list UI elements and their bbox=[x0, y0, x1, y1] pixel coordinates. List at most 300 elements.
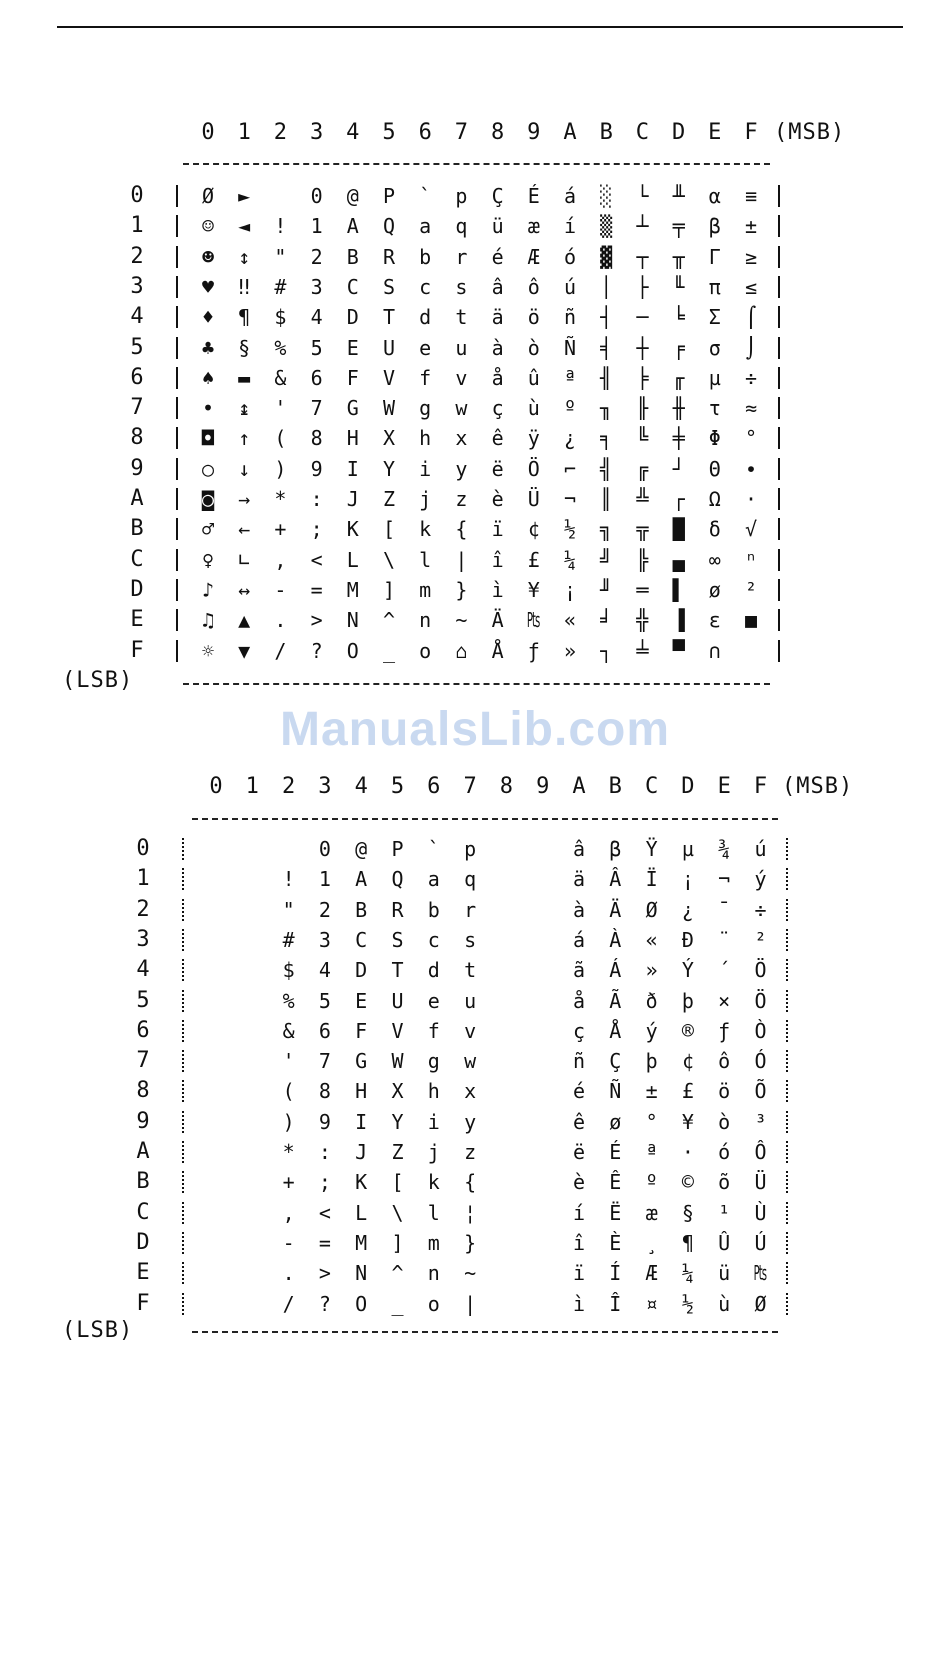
char-cell: ° bbox=[744, 426, 758, 451]
char-cell: ╜ bbox=[600, 577, 613, 602]
char-cell: ▀ bbox=[672, 638, 685, 663]
char-cell: ↑ bbox=[238, 426, 251, 451]
char-cell: § bbox=[238, 335, 251, 360]
char-cell: _ bbox=[391, 1291, 404, 1316]
char-cell: Ñ bbox=[609, 1079, 622, 1104]
char-cell: p bbox=[464, 837, 477, 861]
char-cell: ╬ bbox=[636, 608, 649, 633]
char-cell: ┬ bbox=[636, 244, 649, 269]
char-cell: h bbox=[427, 1079, 440, 1104]
char-cell: ► bbox=[238, 184, 251, 208]
char-cell: s bbox=[455, 274, 468, 299]
row-header: 0 bbox=[136, 836, 150, 861]
column-header: B bbox=[599, 120, 613, 145]
char-cell: r bbox=[455, 244, 468, 269]
char-cell: { bbox=[464, 1170, 477, 1195]
char-cell: Ø bbox=[645, 897, 658, 922]
right-border-segment bbox=[778, 640, 780, 662]
char-cell: P bbox=[391, 837, 404, 861]
row-header: F bbox=[136, 1290, 150, 1316]
char-cell: ¢ bbox=[527, 517, 540, 542]
left-border-segment bbox=[176, 488, 178, 510]
char-cell: Ý bbox=[681, 958, 694, 983]
char-cell: a bbox=[419, 214, 432, 239]
right-border-segment bbox=[786, 1262, 788, 1284]
left-border-segment bbox=[182, 868, 184, 890]
char-cell: ▼ bbox=[238, 638, 251, 663]
char-cell: ³ bbox=[754, 1109, 767, 1134]
char-cell: ù bbox=[718, 1291, 731, 1316]
char-cell: 5 bbox=[310, 335, 323, 360]
char-cell: ╗ bbox=[600, 517, 613, 542]
char-cell: Å bbox=[609, 1018, 622, 1043]
char-cell: ₧ bbox=[754, 1261, 767, 1286]
char-cell: - bbox=[282, 1230, 295, 1255]
char-cell: β bbox=[708, 214, 721, 239]
right-border-segment bbox=[778, 276, 780, 298]
char-cell: Ï bbox=[645, 867, 658, 892]
char-cell: " bbox=[282, 897, 295, 922]
char-cell: % bbox=[282, 988, 295, 1013]
char-cell: « bbox=[563, 608, 577, 633]
char-cell: ä bbox=[491, 305, 504, 330]
char-cell: ´ bbox=[718, 958, 731, 983]
char-cell: ░ bbox=[600, 184, 613, 208]
char-cell: , bbox=[282, 1200, 295, 1225]
char-cell: / bbox=[274, 638, 287, 663]
row-header: 6 bbox=[130, 364, 144, 390]
char-cell: ⌐ bbox=[563, 456, 577, 481]
column-header: E bbox=[708, 120, 722, 145]
char-cell: £ bbox=[681, 1079, 694, 1104]
char-cell: Û bbox=[718, 1230, 731, 1255]
char-cell: z bbox=[455, 487, 468, 511]
char-cell: ╦ bbox=[636, 517, 649, 542]
char-cell: o bbox=[419, 638, 432, 663]
char-cell: ♦ bbox=[201, 305, 215, 330]
char-cell: ∟ bbox=[238, 547, 251, 572]
char-cell: ( bbox=[282, 1079, 295, 1104]
char-cell: v bbox=[455, 365, 468, 390]
left-border-segment bbox=[176, 609, 178, 631]
char-cell: ∙ bbox=[744, 456, 758, 481]
char-cell: c bbox=[427, 927, 440, 952]
char-cell: ╔ bbox=[636, 456, 649, 481]
right-border-segment bbox=[786, 838, 788, 860]
msb-label: (MSB) bbox=[782, 774, 854, 799]
char-cell: É bbox=[609, 1140, 622, 1164]
left-border-segment bbox=[176, 185, 178, 207]
char-cell: ═ bbox=[636, 577, 649, 602]
char-cell: 3 bbox=[310, 274, 323, 299]
row-header: 8 bbox=[130, 425, 144, 451]
char-cell: K bbox=[346, 517, 359, 542]
char-cell: Ë bbox=[609, 1200, 622, 1225]
row-header: 1 bbox=[130, 213, 144, 239]
column-header: 6 bbox=[427, 774, 441, 799]
char-cell: T bbox=[391, 958, 404, 983]
top-dashed-border bbox=[192, 818, 778, 820]
char-cell: ╒ bbox=[672, 335, 685, 360]
row-header: A bbox=[130, 486, 144, 511]
char-cell: Ø bbox=[754, 1291, 767, 1316]
char-cell: I bbox=[355, 1109, 368, 1134]
char-cell: ) bbox=[274, 456, 287, 481]
right-border-segment bbox=[786, 1232, 788, 1254]
char-cell: ─ bbox=[636, 305, 649, 330]
column-header: D bbox=[671, 120, 686, 145]
char-cell: Ü bbox=[754, 1170, 767, 1195]
char-cell: ý bbox=[645, 1018, 658, 1043]
row-header: C bbox=[130, 546, 144, 572]
char-cell: É bbox=[527, 184, 540, 208]
left-border-segment bbox=[182, 929, 184, 951]
left-border-segment bbox=[182, 1202, 184, 1224]
char-cell: ╝ bbox=[600, 547, 613, 572]
char-cell: ♀ bbox=[201, 547, 215, 572]
char-cell: ú bbox=[563, 274, 577, 299]
char-cell: à bbox=[491, 335, 504, 360]
char-cell: ½ bbox=[563, 517, 577, 542]
row-header: E bbox=[136, 1260, 150, 1286]
row-header: 3 bbox=[130, 273, 144, 299]
char-cell: 5 bbox=[318, 988, 331, 1013]
char-cell: > bbox=[318, 1261, 331, 1286]
char-cell: J bbox=[355, 1140, 368, 1164]
char-cell: h bbox=[419, 426, 432, 451]
char-cell: F bbox=[355, 1018, 368, 1043]
char-cell: ¿ bbox=[681, 897, 694, 922]
char-cell: þ bbox=[681, 988, 694, 1013]
right-border-segment bbox=[786, 1020, 788, 1042]
char-cell: % bbox=[274, 335, 287, 360]
column-header: 4 bbox=[354, 774, 368, 799]
char-cell: Ñ bbox=[563, 335, 577, 360]
char-cell: ð bbox=[645, 988, 658, 1013]
char-cell: ¿ bbox=[563, 426, 577, 451]
char-cell: & bbox=[274, 365, 287, 390]
char-cell: Ò bbox=[754, 1018, 767, 1043]
char-cell: ▒ bbox=[600, 214, 613, 239]
char-cell: . bbox=[282, 1261, 295, 1286]
char-cell: B bbox=[355, 897, 368, 922]
char-cell: $ bbox=[274, 305, 287, 330]
column-header: 5 bbox=[390, 774, 405, 799]
char-cell: ¹ bbox=[718, 1200, 731, 1225]
char-cell: ö bbox=[718, 1079, 731, 1104]
char-cell: + bbox=[274, 517, 287, 542]
right-border-segment bbox=[778, 185, 780, 207]
char-cell: l bbox=[419, 547, 432, 572]
char-cell: ¯ bbox=[718, 897, 731, 922]
char-cell: i bbox=[419, 456, 432, 481]
char-cell: F bbox=[346, 365, 359, 390]
right-border-segment bbox=[778, 458, 780, 480]
char-cell: ╠ bbox=[636, 547, 649, 572]
char-cell: * bbox=[282, 1140, 295, 1164]
char-cell: 4 bbox=[310, 305, 323, 330]
char-cell: ∞ bbox=[708, 547, 721, 572]
right-border-segment bbox=[786, 1171, 788, 1193]
left-border-segment bbox=[176, 246, 178, 268]
column-header: 6 bbox=[418, 120, 432, 145]
char-cell: ¢ bbox=[681, 1049, 694, 1074]
char-cell: © bbox=[681, 1170, 694, 1195]
char-cell: ø bbox=[609, 1109, 622, 1134]
char-cell: ¦ bbox=[464, 1200, 477, 1225]
char-cell: ç bbox=[491, 396, 504, 421]
char-cell: ê bbox=[491, 426, 504, 451]
char-cell: t bbox=[464, 958, 477, 983]
char-cell: P bbox=[382, 184, 396, 208]
char-cell: î bbox=[572, 1230, 586, 1255]
char-cell: ó bbox=[718, 1140, 731, 1164]
char-cell: u bbox=[455, 335, 468, 360]
char-cell: ⌂ bbox=[455, 638, 468, 663]
char-cell: ▲ bbox=[238, 608, 251, 633]
left-border-segment bbox=[182, 1050, 184, 1072]
char-cell: q bbox=[464, 867, 477, 892]
char-cell: [ bbox=[382, 517, 396, 542]
right-border-segment bbox=[786, 1141, 788, 1163]
char-cell: ┘ bbox=[672, 456, 685, 481]
char-cell: → bbox=[238, 487, 251, 511]
char-cell: Ç bbox=[609, 1049, 622, 1074]
char-cell: D bbox=[346, 305, 359, 330]
char-cell: ╩ bbox=[636, 487, 649, 511]
left-border-segment bbox=[182, 1293, 184, 1315]
char-cell: ▬ bbox=[238, 365, 251, 390]
right-border-segment bbox=[778, 215, 780, 237]
char-cell: ╡ bbox=[600, 335, 613, 360]
char-cell: $ bbox=[282, 958, 295, 983]
char-cell: ║ bbox=[600, 487, 613, 511]
top-dashed-border bbox=[183, 163, 770, 165]
right-border-segment bbox=[786, 1202, 788, 1224]
char-cell: 0 bbox=[310, 184, 323, 208]
char-cell: ╫ bbox=[672, 396, 685, 421]
char-cell: > bbox=[310, 608, 323, 633]
char-cell: n bbox=[427, 1261, 440, 1286]
left-border-segment bbox=[182, 1080, 184, 1102]
char-cell: º bbox=[563, 396, 577, 421]
char-cell: § bbox=[681, 1200, 694, 1225]
column-header: 9 bbox=[536, 774, 550, 799]
row-header: A bbox=[136, 1139, 150, 1164]
left-border-segment bbox=[182, 1262, 184, 1284]
char-cell: ! bbox=[282, 867, 295, 892]
right-border-segment bbox=[786, 1080, 788, 1102]
char-cell: ; bbox=[318, 1170, 331, 1195]
char-cell: U bbox=[382, 335, 396, 360]
char-cell: « bbox=[645, 927, 658, 952]
bottom-dashed-border bbox=[192, 1331, 778, 1333]
char-cell: ² bbox=[744, 577, 758, 602]
char-cell: ε bbox=[708, 608, 721, 633]
left-border-segment bbox=[182, 1111, 184, 1133]
char-cell: y bbox=[455, 456, 468, 481]
char-cell: ♪ bbox=[201, 577, 215, 602]
row-header: 0 bbox=[130, 183, 144, 208]
char-cell: ¨ bbox=[718, 927, 731, 952]
char-cell: f bbox=[427, 1018, 440, 1043]
char-cell: æ bbox=[527, 214, 540, 239]
char-cell: Ú bbox=[754, 1230, 767, 1255]
lsb-label: (LSB) bbox=[62, 1318, 134, 1343]
column-header: 8 bbox=[499, 774, 514, 799]
row-header: D bbox=[130, 576, 144, 602]
char-cell: ~ bbox=[455, 608, 468, 633]
char-cell: W bbox=[391, 1049, 404, 1074]
char-cell: ~ bbox=[464, 1261, 477, 1286]
char-cell: ù bbox=[527, 396, 540, 421]
column-header: F bbox=[753, 774, 768, 799]
left-border-segment bbox=[176, 306, 178, 328]
char-cell: M bbox=[355, 1230, 368, 1255]
char-cell: ? bbox=[318, 1291, 331, 1316]
char-cell: Í bbox=[609, 1261, 622, 1286]
char-cell: Ç bbox=[491, 184, 504, 208]
char-cell: £ bbox=[527, 547, 540, 572]
char-cell: g bbox=[427, 1049, 440, 1074]
char-cell: ó bbox=[563, 244, 577, 269]
char-cell: · bbox=[744, 487, 758, 511]
char-cell: é bbox=[572, 1079, 586, 1104]
char-cell: ♂ bbox=[201, 517, 215, 542]
char-cell: x bbox=[455, 426, 468, 451]
char-cell: S bbox=[382, 274, 396, 299]
row-header: 4 bbox=[130, 304, 144, 330]
row-header: 9 bbox=[136, 1108, 150, 1134]
char-cell: å bbox=[491, 365, 504, 390]
char-cell: i bbox=[427, 1109, 440, 1134]
char-cell: j bbox=[427, 1140, 440, 1164]
char-cell: ö bbox=[527, 305, 540, 330]
char-cell: Θ bbox=[708, 456, 721, 481]
char-cell: π bbox=[708, 274, 721, 299]
row-header: 5 bbox=[130, 334, 144, 360]
char-cell: » bbox=[563, 638, 577, 663]
column-header: C bbox=[635, 120, 650, 145]
char-cell: Å bbox=[491, 638, 504, 663]
char-cell: æ bbox=[645, 1200, 658, 1225]
right-border-segment bbox=[786, 899, 788, 921]
char-cell: } bbox=[464, 1230, 477, 1255]
right-border-segment bbox=[778, 306, 780, 328]
char-cell: â bbox=[491, 274, 504, 299]
row-header: 7 bbox=[136, 1048, 150, 1074]
char-cell: & bbox=[282, 1018, 295, 1043]
right-border-segment bbox=[786, 990, 788, 1012]
char-cell: 8 bbox=[310, 426, 323, 451]
column-header: 8 bbox=[490, 120, 505, 145]
char-cell: f bbox=[419, 365, 432, 390]
row-header: 4 bbox=[136, 957, 150, 983]
char-cell: Σ bbox=[708, 305, 721, 330]
char-cell: ╘ bbox=[672, 305, 685, 330]
char-cell: ↔ bbox=[238, 577, 251, 602]
char-cell: σ bbox=[708, 335, 721, 360]
left-border-segment bbox=[176, 518, 178, 540]
char-cell: ' bbox=[282, 1049, 295, 1074]
char-cell: ◄ bbox=[238, 214, 251, 239]
char-cell: = bbox=[318, 1230, 331, 1255]
char-cell: : bbox=[310, 487, 323, 511]
char-cell: └ bbox=[636, 184, 649, 208]
char-cell: ^ bbox=[382, 608, 396, 633]
char-cell: 1 bbox=[310, 214, 323, 239]
char-cell: t bbox=[455, 305, 468, 330]
char-cell: G bbox=[346, 396, 359, 421]
char-cell: H bbox=[355, 1079, 368, 1104]
char-cell: µ bbox=[681, 837, 694, 861]
char-cell: B bbox=[346, 244, 359, 269]
char-cell: ë bbox=[572, 1140, 586, 1164]
char-cell: È bbox=[609, 1230, 622, 1255]
char-cell: ª bbox=[645, 1140, 658, 1164]
left-border-segment bbox=[182, 990, 184, 1012]
left-border-segment bbox=[176, 640, 178, 662]
char-cell: ┼ bbox=[636, 335, 649, 360]
char-cell: × bbox=[718, 988, 731, 1013]
char-cell: ± bbox=[645, 1079, 658, 1104]
char-cell: k bbox=[427, 1170, 440, 1195]
char-cell: Ó bbox=[754, 1049, 767, 1074]
char-cell: b bbox=[419, 244, 432, 269]
char-cell: Ö bbox=[754, 988, 767, 1013]
char-cell: þ bbox=[645, 1049, 658, 1074]
row-header: 2 bbox=[136, 896, 150, 922]
watermark-text: ManualsLib.com bbox=[279, 703, 671, 756]
char-cell: < bbox=[318, 1200, 331, 1225]
left-border-segment bbox=[176, 458, 178, 480]
char-cell: ♥ bbox=[201, 274, 215, 299]
column-header: A bbox=[572, 774, 586, 799]
char-cell: } bbox=[455, 577, 468, 602]
char-cell: ♣ bbox=[201, 335, 215, 360]
char-cell: ] bbox=[391, 1230, 404, 1255]
char-cell: ` bbox=[419, 184, 432, 208]
char-cell: ä bbox=[572, 867, 586, 892]
char-cell: V bbox=[391, 1018, 404, 1043]
lsb-label: (LSB) bbox=[62, 668, 134, 693]
char-cell: µ bbox=[708, 365, 721, 390]
char-cell: K bbox=[355, 1170, 368, 1195]
row-header: 5 bbox=[136, 987, 150, 1013]
char-cell: I bbox=[346, 456, 359, 481]
char-cell: N bbox=[355, 1261, 368, 1286]
char-cell: ` bbox=[427, 837, 440, 861]
right-border-segment bbox=[778, 246, 780, 268]
char-cell: H bbox=[346, 426, 359, 451]
char-cell: ¼ bbox=[681, 1261, 694, 1286]
bottom-dashed-border bbox=[183, 683, 770, 685]
char-cell: ô bbox=[527, 274, 540, 299]
right-border-segment bbox=[778, 579, 780, 601]
char-cell: w bbox=[455, 396, 468, 421]
char-cell: è bbox=[572, 1170, 586, 1195]
row-header: 3 bbox=[136, 926, 150, 952]
char-cell: Ω bbox=[708, 487, 721, 511]
char-cell: + bbox=[282, 1170, 295, 1195]
char-cell: ← bbox=[238, 517, 251, 542]
row-header: 7 bbox=[130, 395, 144, 421]
char-cell: ≤ bbox=[744, 274, 758, 299]
char-cell: ¼ bbox=[563, 547, 577, 572]
char-cell: Y bbox=[382, 456, 396, 481]
char-cell: L bbox=[355, 1200, 368, 1225]
char-cell: ? bbox=[310, 638, 323, 663]
